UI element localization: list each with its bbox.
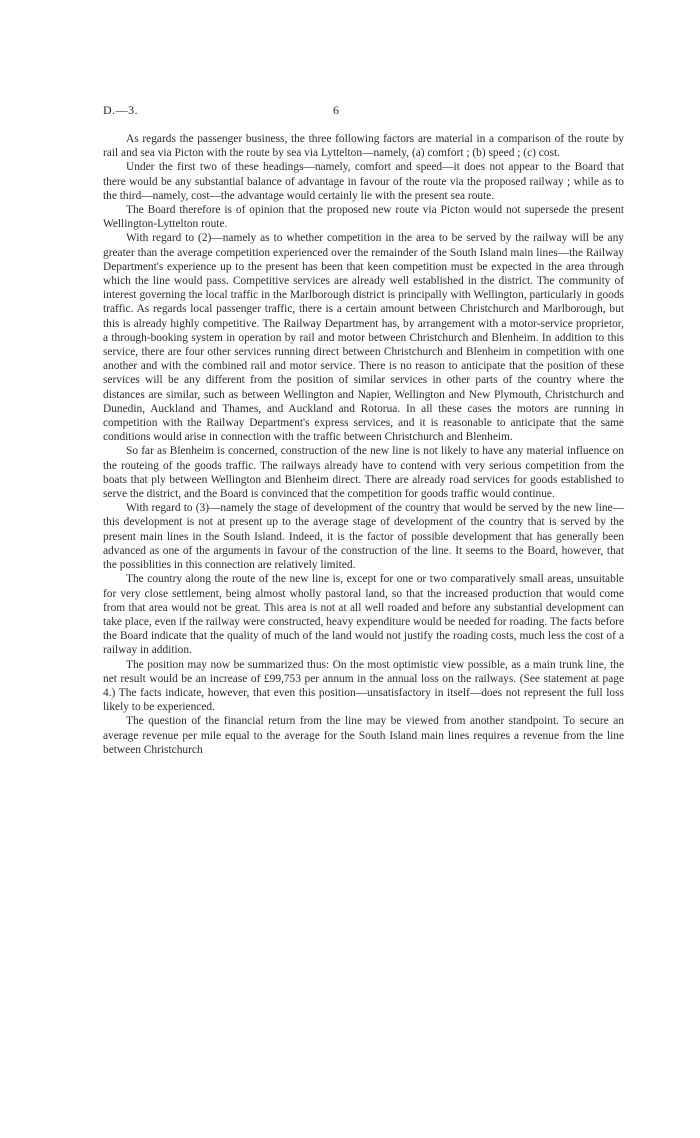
paragraph: The position may now be summarized thus: On the most optimistic view possible, as a main trunk line, the net result would be an increase of £99,753 per annum in the annual loss on the railways. (See statement at page 4.) The facts indicate, however, that even this position—unsatisfactory in itself—does not represent the full loss likely to be experienced. (103, 658, 624, 714)
paragraph: With regard to (2)—namely as to whether competition in the area to be served by the railway will be any greater than the average competition experienced over the remainder of the South Island main lines—the Railway Department's experience up to the present has been that keen competition must be expected in the area through which the line would pass. Competitive services are already well established in the district. The community of interest governing the local traffic in the Marlborough district is principally with Wellington, particularly in goods traffic. As regards local passenger traffic, there is a certain amount between Christchurch and Marlborough, but this is already highly competitive. The Railway Department has, by arrangement with a motor-service proprietor, a through-booking system in operation by rail and motor between Christchurch and Blenheim. In addition to this service, there are four other services running direct between Christchurch and Blenheim in competition with one another and with the combined rail and motor service. There is no reason to anticipate that the position of these services will be any different from the position of similar services in other parts of the country where the distances are similar, such as between Wellington and Napier, Wellington and New Plymouth, Christchurch and Dunedin, Auckland and Thames, and Auckland and Rotorua. In all these cases the motors are running in competition with the Railway Department's express services, and it is reasonable to anticipate that the same conditions would arise in connection with the traffic between Christchurch and Blenheim. (103, 232, 624, 444)
paragraph: As regards the passenger business, the three following factors are material in a comparison of the route by rail and sea via Picton with the route by sea via Lyttelton—namely, (a) comfort ; (b) speed ; (c) cost. (103, 133, 624, 160)
paragraph: The question of the financial return from the line may be viewed from another standpoint. To secure an average revenue per mile equal to the average for the South Island main lines requires a revenue from the line between Christchurch (103, 715, 624, 756)
body-text (103, 132, 624, 757)
document-reference: D.—3. (103, 103, 139, 117)
paragraph: Under the first two of these headings—namely, comfort and speed—it does not appear to the Board that there would be any substantial balance of advantage in favour of the route via the proposed railway ; while as to the third—namely, cost—the advantage would certainly lie with the present sea route. (103, 161, 624, 202)
page-header (103, 103, 623, 123)
paragraph: So far as Blenheim is concerned, construction of the new line is not likely to have any material influence on the routeing of the goods traffic. The railways already have to contend with very serious competition from the boats that ply between Wellington and Blenheim direct. There are already road services for goods established to serve the district, and the Board is convinced that the competition for goods traffic would continue. (103, 445, 624, 501)
paragraph: The country along the route of the new line is, except for one or two comparatively small areas, unsuitable for very close settlement, being almost wholly pastoral land, so that the increased production that would come from that area would not be great. This area is not at all well roaded and before any substantial development can take place, even if the railway were constructed, heavy expenditure would be needed for roading. The facts before the Board indicate that the quality of much of the land would not justify the roading costs, much less the cost of a railway in addition. (103, 573, 624, 657)
page-number: 6 (333, 103, 339, 117)
paragraph: With regard to (3)—namely the stage of development of the country that would be served by the new line—this development is not at present up to the average stage of development of the country that is served by the present main lines in the South Island. Indeed, it is the factor of possible development that has generally been advanced as one of the arguments in favour of the construction of the line. It seems to the Board, however, that the possiblities in this connection are relatively limited. (103, 502, 624, 572)
paragraph: The Board therefore is of opinion that the proposed new route via Picton would not supersede the present Wellington-Lyttelton route. (103, 204, 624, 231)
